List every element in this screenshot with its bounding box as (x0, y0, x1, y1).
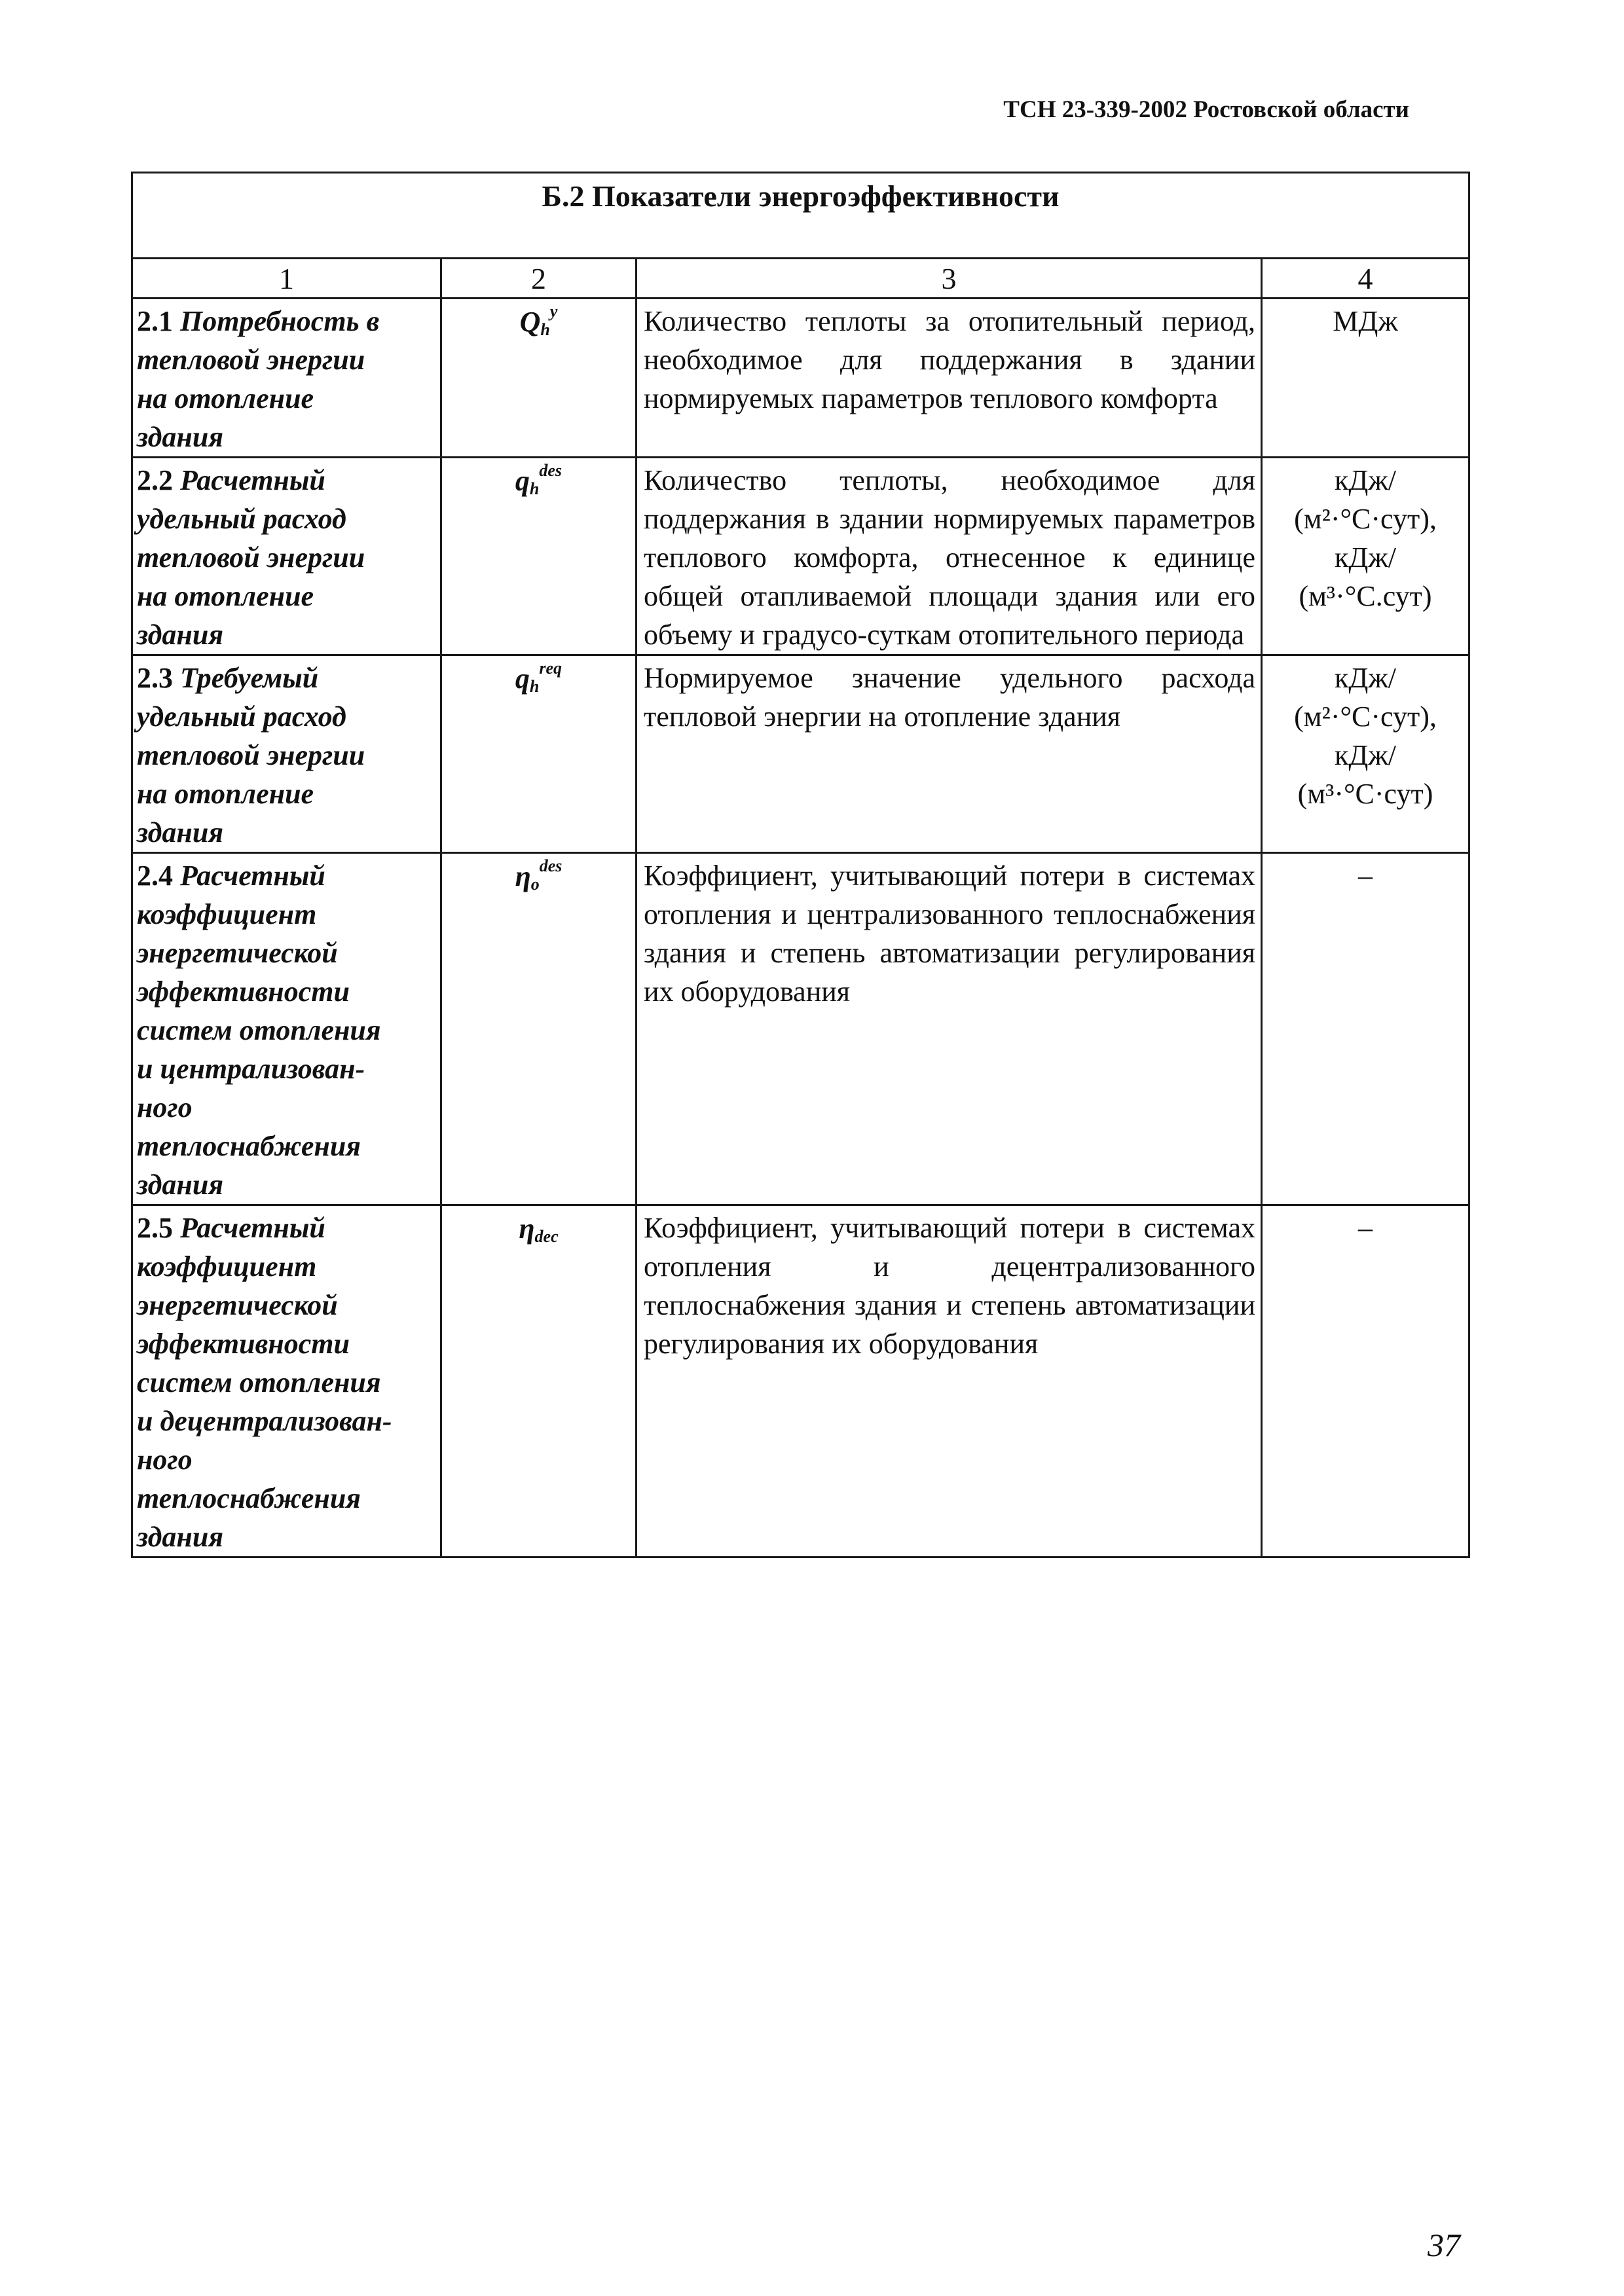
indicator-name-line: на отопление (137, 778, 314, 810)
table-row (132, 1205, 1469, 1558)
indicator-name (132, 299, 441, 458)
indicator-number: 2.2 (137, 464, 173, 496)
indicator-name-line: систем отопления (137, 1366, 381, 1398)
symbol-subscript: h (529, 479, 540, 498)
indicator-unit (1262, 1205, 1469, 1558)
indicator-description: Количество теплоты, необходимое для поддержания в здании нормируемых параметров теплового комфорта, отнесенное к единице общей отапливаемой площади здания или его объему и градусо-суткам отопительного периода (637, 458, 1262, 655)
indicator-symbol-cell (441, 458, 637, 655)
symbol-superscript: des (539, 461, 563, 480)
symbol-subscript: dec (534, 1227, 559, 1246)
indicator-unit (1262, 655, 1469, 853)
table-row (132, 458, 1469, 655)
indicator-name-line: и централизован- (137, 1053, 365, 1085)
indicator-name-line: здания (137, 1169, 223, 1201)
indicator-name-line: энергетической (137, 1289, 338, 1321)
indicator-name-line: коэффициент (137, 1250, 317, 1283)
page-number: 37 (1428, 2227, 1460, 2263)
symbol-subscript: h (529, 677, 540, 696)
unit-line: кДж/ (1335, 739, 1397, 771)
indicator-name-line: здания (137, 421, 223, 453)
indicator-description: Коэффициент, учитывающий потери в системах отопления и децентрализованного теплоснабжения здания и степень автоматизации регулирования их оборудования (637, 1205, 1262, 1558)
indicator-symbol-cell (441, 853, 637, 1205)
indicator-name (132, 1205, 441, 1558)
indicator-name-line: тепловой энергии (137, 344, 365, 376)
symbol-base: η (515, 860, 531, 892)
column-number: 1 (132, 259, 441, 299)
indicator-name-line: на отопление (137, 382, 314, 414)
unit-line: кДж/ (1335, 464, 1397, 496)
symbol-base: Q (519, 306, 541, 338)
indicator-name-line: Расчетный (180, 860, 325, 892)
table-title: Б.2 Показатели энергоэффективности (132, 173, 1469, 259)
indicator-name-line: ного (137, 1444, 193, 1476)
symbol-subscript: o (530, 875, 540, 894)
symbol-superscript: des (539, 856, 563, 875)
indicator-name-line: удельный расход (137, 503, 346, 535)
indicator-description: Нормируемое значение удельного расхода тепловой энергии на отопление здания (637, 655, 1262, 853)
indicator-description: Количество теплоты за отопительный период, необходимое для поддержания в здании нормируемых параметров теплового комфорта (637, 299, 1262, 458)
indicator-name-line: Расчетный (180, 1212, 325, 1244)
column-number: 3 (637, 259, 1262, 299)
indicator-name-line: систем отопления (137, 1014, 381, 1046)
indicator-symbol (515, 856, 563, 894)
indicator-name-line: здания (137, 1521, 223, 1553)
indicator-symbol (515, 461, 563, 498)
indicator-name-line: и децентрализован- (137, 1405, 392, 1437)
indicator-number: 2.3 (137, 662, 173, 694)
symbol-base: q (515, 465, 530, 497)
indicator-name-line: здания (137, 816, 223, 848)
table-row (132, 853, 1469, 1205)
indicator-name-line: удельный расход (137, 701, 346, 733)
indicator-name-line: эффективности (137, 975, 350, 1008)
indicator-number: 2.4 (137, 860, 173, 892)
unit-line: – (1358, 1212, 1373, 1244)
indicator-name-line: Расчетный (180, 464, 325, 496)
indicator-name-line: здания (137, 619, 223, 651)
unit-line: (м³·°С.сут) (1299, 580, 1432, 612)
indicator-name-line: на отопление (137, 580, 314, 612)
indicator-name-line: коэффициент (137, 898, 317, 930)
unit-line: (м²·°С·сут), (1294, 503, 1437, 535)
indicator-name-line: энергетической (137, 937, 338, 969)
symbol-base: q (515, 663, 530, 695)
indicator-name (132, 853, 441, 1205)
document-header: ТСН 23-339-2002 Ростовской области (1003, 96, 1409, 123)
indicator-name (132, 655, 441, 853)
indicator-name-line: ного (137, 1091, 193, 1123)
indicator-unit (1262, 853, 1469, 1205)
indicator-name-line: теплоснабжения (137, 1482, 361, 1514)
indicator-symbol (515, 659, 563, 696)
indicator-symbol (519, 1212, 558, 1245)
indicator-name-line: тепловой энергии (137, 739, 365, 771)
indicator-number: 2.5 (137, 1212, 173, 1244)
unit-line: – (1358, 860, 1373, 892)
symbol-superscript: y (549, 302, 558, 321)
indicator-name-line: теплоснабжения (137, 1130, 361, 1162)
indicator-name-line: Потребность в (180, 305, 380, 337)
unit-line: (м³·°С·сут) (1297, 778, 1433, 810)
indicator-unit (1262, 299, 1469, 458)
unit-line: кДж/ (1335, 662, 1397, 694)
indicator-symbol-cell (441, 655, 637, 853)
indicator-symbol-cell (441, 299, 637, 458)
unit-line: МДж (1333, 305, 1398, 337)
indicator-description: Коэффициент, учитывающий потери в системах отопления и централизованного теплоснабжения здания и степень автоматизации регулирования их оборудования (637, 853, 1262, 1205)
indicator-symbol (519, 302, 558, 339)
indicator-name-line: эффективности (137, 1328, 350, 1360)
table-row (132, 655, 1469, 853)
indicator-name-line: тепловой энергии (137, 541, 365, 574)
indicator-name-line: Требуемый (180, 662, 319, 694)
indicator-unit (1262, 458, 1469, 655)
column-number: 4 (1262, 259, 1469, 299)
column-number: 2 (441, 259, 637, 299)
indicators-table (131, 172, 1470, 1558)
indicator-number: 2.1 (137, 305, 173, 337)
indicator-name (132, 458, 441, 655)
symbol-base: η (519, 1212, 535, 1245)
symbol-subscript: h (540, 320, 550, 339)
indicator-symbol-cell (441, 1205, 637, 1558)
unit-line: (м²·°С·сут), (1294, 701, 1437, 733)
unit-line: кДж/ (1335, 541, 1397, 574)
table-row (132, 299, 1469, 458)
symbol-superscript: req (539, 659, 563, 678)
